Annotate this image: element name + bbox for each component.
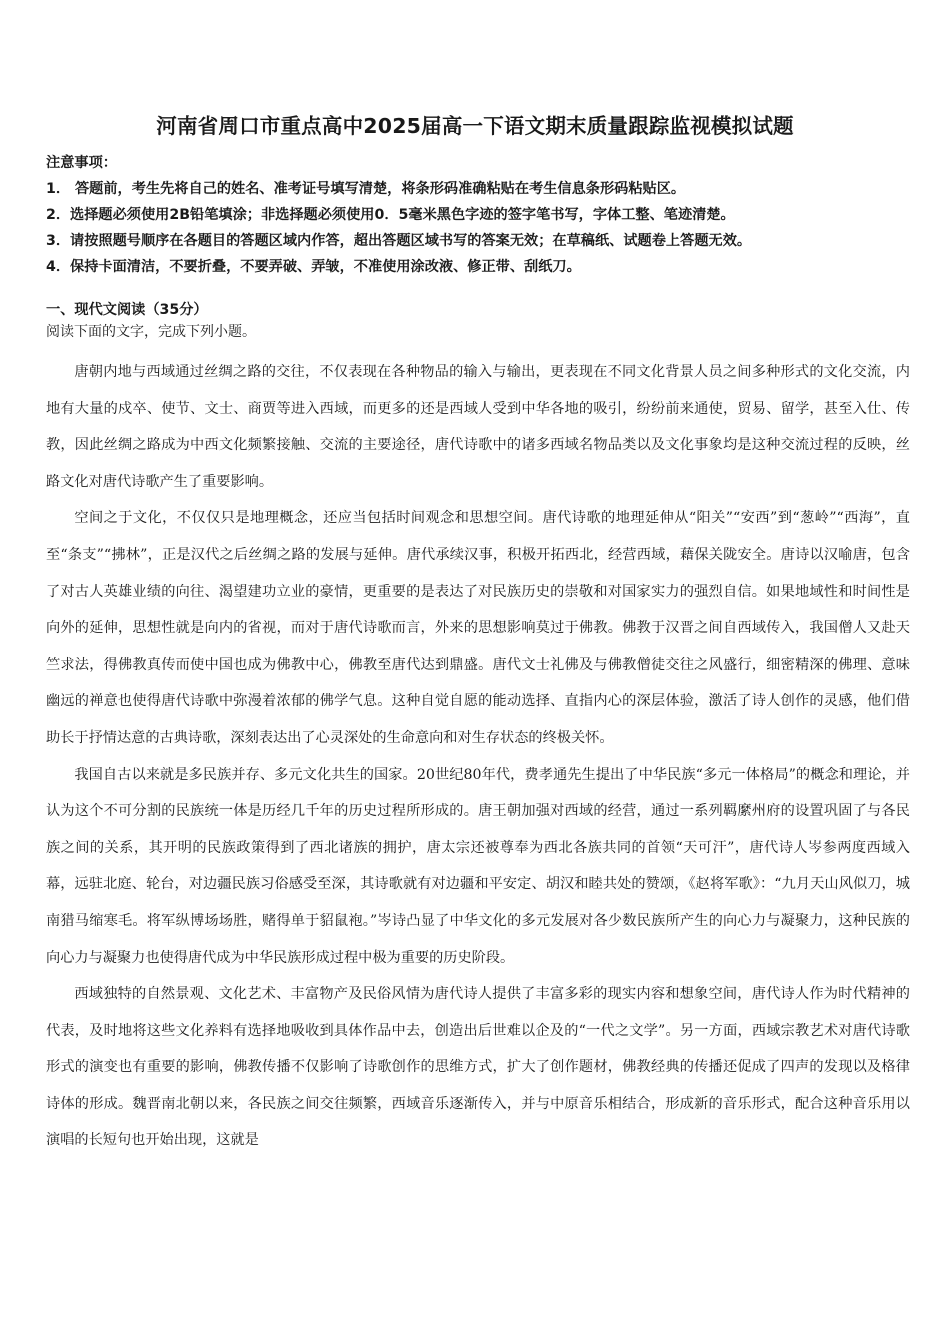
- notice-item: 4．保持卡面清洁，不要折叠，不要弄破、弄皱，不准使用涂改液、修正带、刮纸刀。: [46, 259, 581, 275]
- reading-passage: [46, 354, 910, 1159]
- section-instruction: 阅读下面的文字，完成下列小题。: [46, 324, 256, 340]
- passage-paragraph: 空间之于文化，不仅仅只是地理概念，还应当包括时间观念和思想空间。唐代诗歌的地理延伸从“阳关”“安西”到“葱岭”“西海”，直至“条支”“拂林”，正是汉代之后丝绸之路的发展与延伸。唐代承续汉事，积极开拓西北，经营西域，藉保关陇安全。唐诗以汉喻唐，包含了对古人英雄业绩的向往、渴望建功立业的豪情，更重要的是表达了对民族历史的崇敬和对国家实力的强烈自信。如果地域性和时间性是向外的延伸，思想性就是向内的省视，而对于唐代诗歌而言，外来的思想影响莫过于佛教。佛教于汉晋之间自西域传入，我国僧人又赴天竺求法，得佛教真传而使中国也成为佛教中心，佛教至唐代达到鼎盛。唐代文士礼佛及与佛教僧徒交往之风盛行，细密精深的佛理、意味幽远的禅意也使得唐代诗歌中弥漫着浓郁的佛学气息。这种自觉自愿的能动选择、直指内心的深层体验，激活了诗人创作的灵感，他们借助长于抒情达意的古典诗歌，深刻表达出了心灵深处的生命意向和对生存状态的终极关怀。: [46, 510, 910, 746]
- passage-paragraph: 西域独特的自然景观、文化艺术、丰富物产及民俗风情为唐代诗人提供了丰富多彩的现实内容和想象空间，唐代诗人作为时代精神的代表，及时地将这些文化养料有选择地吸收到具体作品中去，创造出后世难以企及的“一代之文学”。另一方面，西域宗教艺术对唐代诗歌形式的演变也有重要的影响，佛教传播不仅影响了诗歌创作的思维方式，扩大了创作题材，佛教经典的传播还促成了四声的发现以及格律诗体的形成。魏晋南北朝以来，各民族之间交往频繁，西域音乐逐渐传入，并与中原音乐相结合，形成新的音乐形式，配合这种音乐用以演唱的长短句也开始出现，这就是: [46, 986, 910, 1149]
- notice-heading: 注意事项：: [46, 155, 117, 171]
- notice-block: [46, 150, 916, 280]
- section-heading: 一、现代文阅读（35分）: [46, 302, 208, 318]
- section-header: [46, 299, 916, 343]
- passage-paragraph: 我国自古以来就是多民族并存、多元文化共生的国家。20世纪80年代，费孝通先生提出了中华民族“多元一体格局”的概念和理论，并认为这个不可分割的民族统一体是历经几千年的历史过程所形成的。唐王朝加强对西域的经营，通过一系列羁縻州府的设置巩固了与各民族之间的关系，其开明的民族政策得到了西北诸族的拥护，唐太宗还被尊奉为西北各族共同的首领“天可汗”，唐代诗人岑参两度西域入幕，远驻北庭、轮台，对边疆民族习俗感受至深，其诗歌就有对边疆和平安定、胡汉和睦共处的赞颂，《赵将军歌》：“九月天山风似刀，城南猎马缩寒毛。将军纵博场场胜，赌得单于貂鼠袍。”岑诗凸显了中华文化的多元发展对各少数民族所产生的向心力与凝聚力，这种民族的向心力与凝聚力也使得唐代成为中华民族形成过程中极为重要的历史阶段。: [46, 766, 910, 966]
- notice-item: 1． 答题前，考生先将自己的姓名、准考证号填写清楚，将条形码准确粘贴在考生信息条形码粘贴区。: [46, 181, 686, 197]
- notice-item: 3．请按照题号顺序在各题目的答题区域内作答，超出答题区域书写的答案无效；在草稿纸、试题卷上答题无效。: [46, 233, 752, 249]
- passage-paragraph: 唐朝内地与西域通过丝绸之路的交往，不仅表现在各种物品的输入与输出，更表现在不同文化背景人员之间多种形式的文化交流，内地有大量的戍卒、使节、文士、商贾等进入西域，而更多的还是西域人受到中华各地的吸引，纷纷前来通使，贸易、留学，甚至入仕、传教，因此丝绸之路成为中西文化频繁接触、交流的主要途径，唐代诗歌中的诸多西域名物品类以及文化事象均是这种交流过程的反映，丝路文化对唐代诗歌产生了重要影响。: [46, 364, 910, 490]
- notice-item: 2．选择题必须使用2B铅笔填涂；非选择题必须使用0．5毫米黑色字迹的签字笔书写，字体工整、笔迹清楚。: [46, 207, 735, 223]
- page-title: 河南省周口市重点高中2025届高一下语文期末质量跟踪监视模拟试题: [156, 114, 794, 138]
